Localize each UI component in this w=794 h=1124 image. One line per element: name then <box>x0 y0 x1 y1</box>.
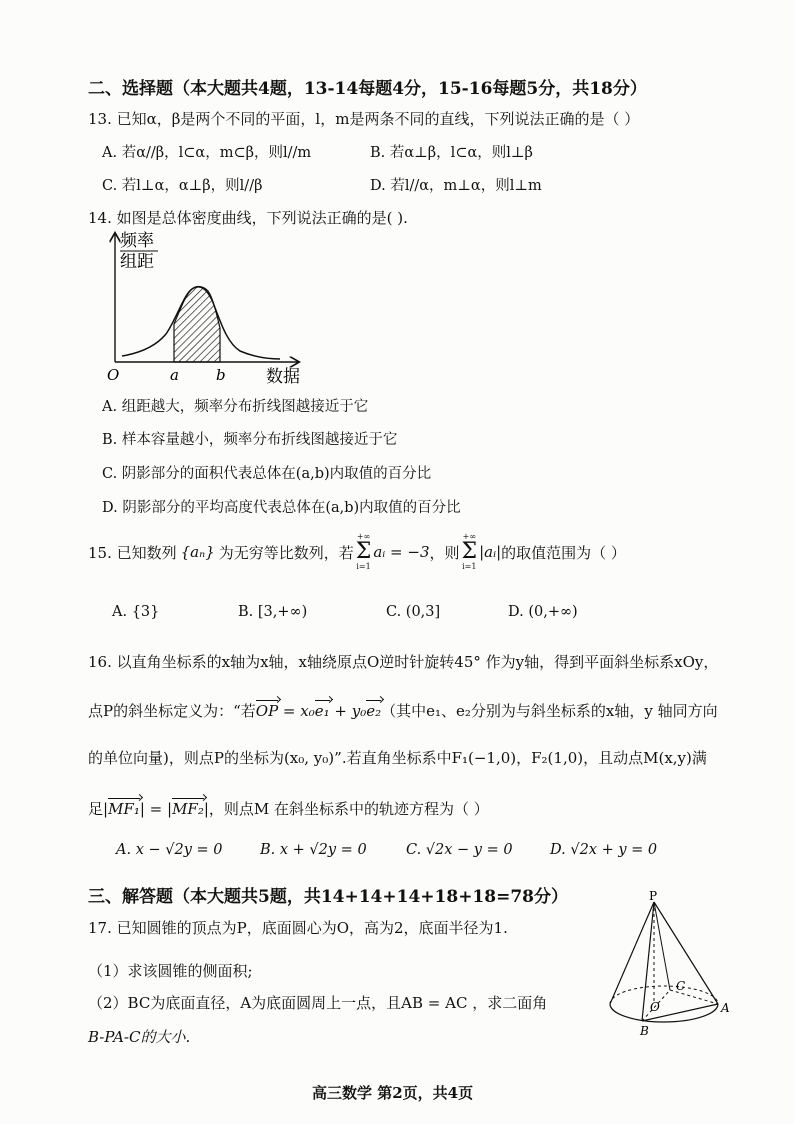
x-label: 数据 <box>266 367 300 386</box>
q16-line4-mid: | = | <box>139 800 173 818</box>
q16-line2 <box>88 700 718 721</box>
b-label: b <box>216 366 226 384</box>
q13-option-c: C. 若l⊥α，α⊥β，则l//β <box>102 178 263 194</box>
sum2-lower: i=1 <box>462 562 477 571</box>
q16-line2-pre: 点P的斜坐标定义为：“若 <box>88 702 256 720</box>
page-footer: 高三数学 第2页，共4页 <box>312 1084 474 1102</box>
cone-figure <box>600 890 740 1040</box>
cone-label-a: A <box>721 1001 730 1015</box>
a-label: a <box>170 366 179 384</box>
density-curve-figure <box>100 228 320 386</box>
q14-option-d: D. 阴影部分的平均高度代表总体在(a,b)内取值的百分比 <box>102 500 461 516</box>
y-label-top: 频率 <box>120 231 154 251</box>
q16-line3: 的单位向量)，则点P的坐标为(x₀, y₀)”.若直角坐标系中F₁(−1,0)，F₂(1,0)，且动点M(x,y)满 <box>88 749 707 767</box>
q16-line4-pre: 足| <box>88 800 109 818</box>
q16-option-d: D. √2x + y = 0 <box>550 842 658 858</box>
sum1-symbol: +∞ Σ i=1 <box>355 532 372 571</box>
origin-label: O <box>107 366 120 384</box>
q16-option-b: B. x + √2y = 0 <box>260 842 367 858</box>
q16-option-a: A. x − √2y = 0 <box>116 842 223 858</box>
sum2-upper: +∞ <box>462 532 476 541</box>
vector-mf2: MF₂ <box>172 800 204 818</box>
q16-line1: 16. 以直角坐标系的x轴为x轴，x轴绕原点O逆时针旋转45° 作为y轴，得到平面斜坐标系xOy， <box>88 653 719 671</box>
q16-option-c: C. √2x − y = 0 <box>406 842 513 858</box>
q15-post: 的取值范围为（ ） <box>501 543 626 562</box>
q15-option-d: D. (0,+∞) <box>508 604 578 620</box>
sum2-symbol: +∞ Σ i=1 <box>461 532 478 571</box>
shaded-area <box>174 287 220 362</box>
cone-label-o: O <box>650 1000 660 1014</box>
q16-line4-post: |，则点M 在斜坐标系中的轨迹方程为（ ） <box>203 800 489 818</box>
q15-pre: 15. 已知数列 <box>88 543 177 562</box>
q16-line2-plus: + y₀ <box>329 702 367 720</box>
q16-line4 <box>88 798 489 819</box>
q17-stem: 17. 已知圆锥的顶点为P，底面圆心为O，高为2，底面半径为1. <box>88 919 508 937</box>
q13-option-b: B. 若α⊥β，l⊂α，则l⊥β <box>370 145 533 161</box>
section-3-title: 三、解答题（本大题共5题，共14+14+14+18+18=78分） <box>88 887 568 907</box>
q13-option-a: A. 若α//β，l⊂α，m⊂β，则l//m <box>102 145 312 161</box>
q15-option-a: A. {3} <box>112 604 160 620</box>
q15-option-c: C. (0,3] <box>386 604 441 620</box>
q15-option-b: B. [3,+∞) <box>238 604 308 620</box>
q15-sequence: {aₙ} <box>180 543 215 561</box>
q13-option-d: D. 若l//α，m⊥α，则l⊥m <box>370 178 542 194</box>
q17-part1: （1）求该圆锥的侧面积; <box>88 962 253 980</box>
q14-stem: 14. 如图是总体密度曲线，下列说法正确的是( ). <box>88 209 408 227</box>
q17-part2b: B-PA-C的大小. <box>88 1028 191 1046</box>
vector-mf1: MF₁ <box>108 800 140 818</box>
q14-option-b: B. 样本容量越小，频率分布折线图越接近于它 <box>102 432 398 448</box>
q15-mid1: 为无穷等比数列，若 <box>218 543 354 562</box>
q14-option-c: C. 阴影部分的面积代表总体在(a,b)内取值的百分比 <box>102 466 432 482</box>
vector-e1: e₁ <box>314 702 330 720</box>
q15-sum2-body: |aᵢ| <box>479 543 502 561</box>
q15-stem <box>88 533 626 571</box>
q17-part2a: （2）BC为底面直径，A为底面圆周上一点，且AB = AC ，求二面角 <box>88 994 548 1012</box>
vector-op: OP <box>255 702 279 720</box>
cone-label-b: B <box>640 1024 649 1038</box>
sum1-upper: +∞ <box>356 532 371 541</box>
cone-label-c: C <box>676 979 686 993</box>
q16-line2-eq: = x₀ <box>278 702 315 720</box>
cone-label-p: P <box>649 890 658 903</box>
section-2-title: 二、选择题（本大题共4题，13-14每题4分，15-16每题5分，共18分） <box>88 79 647 99</box>
q14-option-a: A. 组距越大，频率分布折线图越接近于它 <box>102 399 369 415</box>
q16-line2-post: （其中e₁、e₂分别为与斜坐标系的x轴，y 轴同方向 <box>381 702 718 720</box>
q15-sum1-body: aᵢ = −3 <box>373 543 430 561</box>
vector-e2: e₂ <box>366 702 382 720</box>
sum1-lower: i=1 <box>356 562 371 571</box>
q13-stem: 13. 已知α，β是两个不同的平面，l，m是两条不同的直线，下列说法正确的是（ ） <box>88 110 640 128</box>
y-label-bottom: 组距 <box>120 252 154 272</box>
q15-mid2: ，则 <box>429 543 460 562</box>
